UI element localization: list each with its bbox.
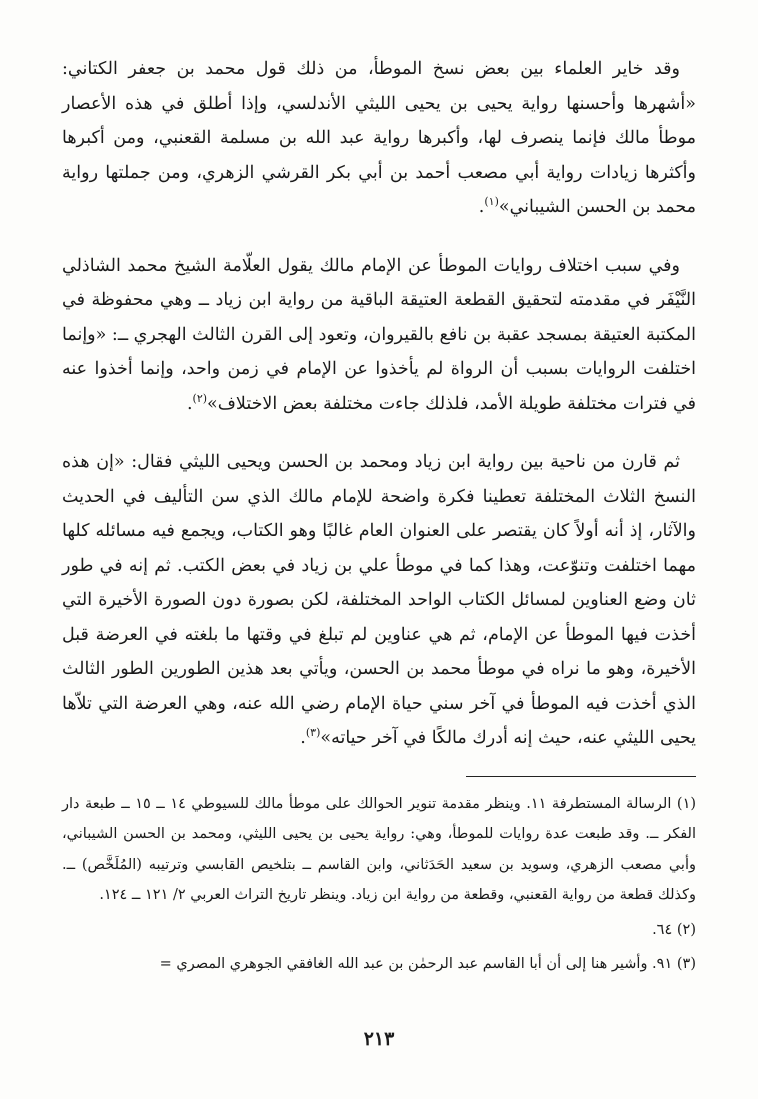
paragraph-3-text: ثم قارن من ناحية بين رواية ابن زياد ومحمد بن الحسن ويحيى الليثي فقال: «إن هذه النسخ الثلاث المختلفة تعطينا فكرة واضحة للإمام مالك الذي سن التأليف في الحديث والآثار، إذ أنه أولاً كان يقتصر على العنوان العام غالبًا وهو الكتاب، ويجمع فيه مسائله كلها مهما اختلفت وتنوّعت، وهذا كما في موطأ علي بن زياد في بعض الكتب. ثم إنه في طور ثان وضع العناوين لمسائل الكتاب الواحد المختلفة، لكن بصورة دون الصورة الأخيرة التي أخذت فيها الموطأ عن الإمام، ثم هي عناوين لم تبلغ في وقتها ما بلغته في العرضة قبل الأخيرة، وهو ما نراه في موطأ محمد بن الحسن، ويأتي بعد هذين الطورين الطور الثالث الذي أخذت فيه الموطأ في آخر سني حياة الإمام رضي الله عنه، وهي العرضة التي تلاّها يحيى الليثي عنه، حيث إنه أدرك مالكًا في آخر حياته» [62, 452, 696, 748]
paragraph-2 [62, 249, 696, 422]
paragraph-1-text: وقد خاير العلماء بين بعض نسخ الموطأ، من ذلك قول محمد بن جعفر الكتاني: «أشهرها وأحسنها رواية يحيى بن يحيى الليثي الأندلسي، وإذا أطلق في هذه الأعصار موطأ مالك فإنما ينصرف لها، وأكبرها رواية عبد الله بن مسلمة القعنبي، ومن أكبرها وأكثرها زيادات رواية أبي مصعب أحمد بن أبي بكر القرشي الزهري، ومن جملتها رواية محمد بن الحسن الشيباني» [62, 59, 696, 217]
footnote-3: (٣) ٩١. وأشير هنا إلى أن أبا القاسم عبد الرحمٰن بن عبد الله الغافقي الجوهري المصري = [159, 956, 696, 972]
page-number: ٢١٣ [363, 1028, 395, 1050]
paragraph-2-tail: . [186, 393, 193, 414]
footnote-ref-1[interactable]: (١) [484, 195, 499, 209]
paragraph-1-tail: . [478, 197, 485, 217]
footnote-divider [466, 776, 696, 777]
footnote-ref-3[interactable]: (٣) [305, 726, 321, 740]
paragraph-3 [62, 445, 696, 756]
footnote-1: (١) الرسالة المستطرفة ١١. وينظر مقدمة تنوير الحوالك على موطأ مالك للسيوطي ١٤ ــ ١٥ ــ طبعة دار الفكر ــ. وقد طبعت عدة روايات للموطأ، وهي: رواية يحيى بن يحيى الليثي، ومحمد بن الحسن الشيباني، وأبي مصعب الزهري، وسويد بن سعيد الحَدَثاني، وابن القاسم ــ بتلخيص القابسي وترتيبه (المُلَخَّص) ــ. وكذلك قطعة من رواية القعنبي، وقطعة من رواية ابن زياد. وينظر تاريخ التراث العربي ٢/ ١٢١ ــ ١٢٤. [62, 795, 697, 903]
footnote-ref-2[interactable]: (٢) [192, 391, 208, 405]
paragraph-3-tail: . [300, 728, 306, 748]
paragraph-2-text: وفي سبب اختلاف روايات الموطأ عن الإمام مالك يقول العلّامة الشيخ محمد الشاذلي النَّيْفَر في مقدمته لتحقيق القطعة العتيقة الباقية من رواية ابن زياد ــ وهي محفوظة في المكتبة العتيقة بمسجد عقبة بن نافع بالقيروان، وتعود إلى القرن الثالث الهجري ــ: «وإنما اختلفت الروايات بسبب أن الرواة لم يأخذوا عن الإمام في زمن واحد، وإنما أخذوا عنه في فترات مختلفة طويلة الأمد، فلذلك جاءت مختلفة بعض الاختلاف» [62, 255, 696, 414]
paragraph-1 [62, 52, 696, 225]
footnote-2: (٢) ٦٤. [652, 921, 696, 938]
